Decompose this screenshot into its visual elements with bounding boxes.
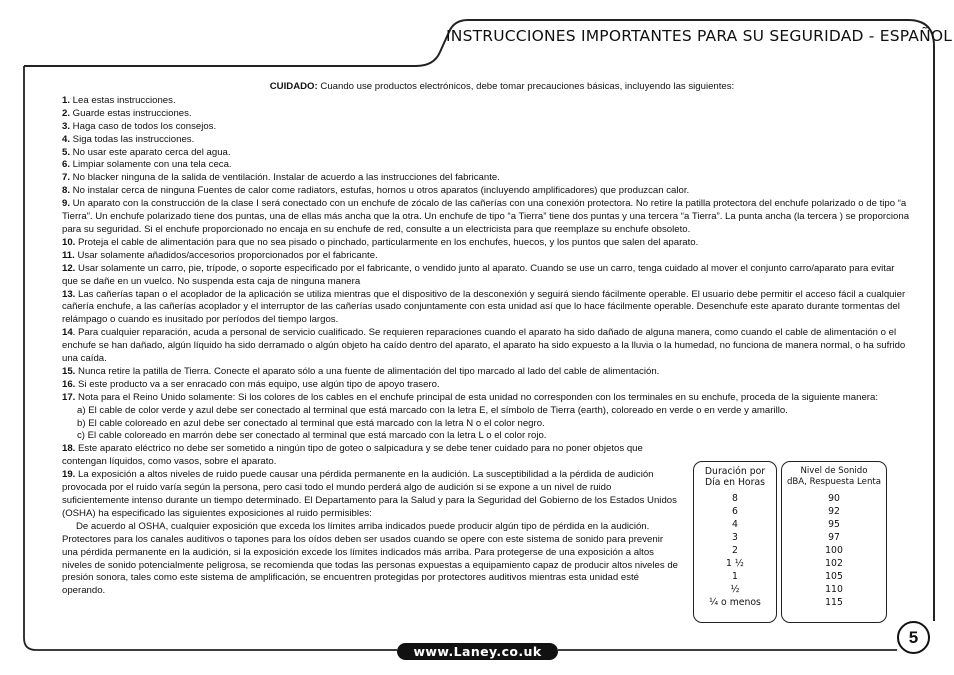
instruction-item: 1. Lea estas instrucciones. <box>62 94 176 106</box>
instruction-item: 16. Si este producto va a ser enracado con más equipo, use algún tipo de apoyo trasero. <box>62 378 440 390</box>
sound-level-header: Nivel de Sonido dBA, Respuesta Lenta <box>786 466 882 487</box>
caution-label: CUIDADO: <box>269 81 318 92</box>
instruction-item: 8. No instalar cerca de ninguna Fuentes de calor come radiators, estufas, hornos u otros aparatos (incluyendo amplificadores) que produzcan calor. <box>62 185 690 197</box>
level-cell: 102 <box>825 558 843 569</box>
instruction-item: 6. Limpiar solamente con una tela ceca. <box>62 159 232 171</box>
duration-cell: 3 <box>732 532 738 543</box>
caution-intro <box>62 81 912 94</box>
instruction-item: 18. Este aparato eléctrico no debe ser sometido a ningún tipo de goteo o salpicadura y se debe tener cuidado para no poner objetos que contengan líquidos, como vasos, sobre el aparato. <box>62 443 643 468</box>
level-cell: 115 <box>825 597 843 608</box>
instruction-item: 7. No blacker ninguna de la salida de ventilación. Instalar de acuerdo a las instrucciones del fabricante. <box>62 172 500 184</box>
caution-text: Cuando use productos electrónicos, debe tomar precauciones básicas, incluyendo las siguientes: <box>317 81 735 92</box>
instruction-item: 12. Usar solamente un carro, pie, trípode, o soporte especificado por el fabricante, o vendido junto al aparato. Cuando se use un carro, tenga cuidado al mover el conjunto carro/aparato para evitar que se dañe en un vuelco. No suspenda esta caja de ninguna manera <box>62 262 895 287</box>
instruction-item: 17. Nota para el Reino Unido solamente: Si los colores de los cables en el enchufe principal de esta unidad no corresponden con los terminales en su enchufe, proceda de la siguiente manera: <box>62 391 878 403</box>
instruction-item: 11. Usar solamente añadidos/accesorios proporcionados por el fabricante. <box>62 249 378 261</box>
duration-cell: 2 <box>732 545 738 556</box>
level-cell: 92 <box>828 506 840 517</box>
uk-wiring-subitem: a) El cable de color verde y azul debe ser conectado al terminal que está marcado con la letra E, el símbolo de Tierra (earth), coloreado en verde o en verde y amarillo. <box>77 404 788 416</box>
uk-wiring-subitem: b) El cable coloreado en azul debe ser conectado al terminal que está marcado con la letra N o el color negro. <box>77 417 545 429</box>
duration-cell: 1 ½ <box>726 558 744 569</box>
duration-cell: 1 <box>732 571 738 582</box>
instruction-item: 14. Para cualquier reparación, acuda a personal de servicio cualificado. Se requieren reparaciones cuando el aparato ha sido dañado de alguna manera, como cuando el cable de alimentación o el enchufe se han dañado, algún líquido ha sido derramado o algún objeto ha caído dentro del aparato, el aparato ha sido expuesto a la lluvia o la humedad, no funciona de manera normal, o ha sufrido una caída. <box>62 327 906 365</box>
uk-wiring-subitem: c) El cable coloreado en marrón debe ser conectado al terminal que está marcado con la letra L o el color rojo. <box>77 430 547 442</box>
level-cell: 90 <box>828 493 840 504</box>
level-cell: 105 <box>825 571 843 582</box>
level-cell: 97 <box>828 532 840 543</box>
website-link[interactable]: www.Laney.co.uk <box>397 643 558 660</box>
osha-paragraph: De acuerdo al OSHA, cualquier exposición que exceda los límites arriba indicados puede producir algún tipo de pérdida en la audición. Protectores para los canales auditivos o tapones para los oídos deben ser usados cuando se opere con este sistema de sonido para prevenir una pérdida permanente en la audición, si la exposición excede los límites indicados más arriba. Para protegerse de una exposición a altos niveles de sonido potencialmente peligrosa, se recomienda que todas las personas expuestas a equipamiento capaz de producir altos niveles de presión sonora, tales como este sistema de amplificación, se encuentren protegidas por protectores auditivos mientras esta unidad esté operando. <box>62 520 678 597</box>
page-number-badge: 5 <box>897 621 930 654</box>
duration-cell: 8 <box>732 493 738 504</box>
instruction-item: 19. La exposición a altos niveles de ruido puede causar una pérdida permanente en la audición. La susceptibilidad a la pérdida de audición provocada por el ruido varía según la persona, pero casi todo el mundo perderá algo de audición si se expone a un nivel de ruido suficientemente intenso durante un tiempo determinado. El Departamento para la Salud y para la Seguridad del Gobierno de los Estados Unidos (OSHA) ha especificado las siguientes exposiciones al ruido permisibles: <box>62 469 677 519</box>
duration-header: Duración por Día en Horas <box>704 466 766 488</box>
instruction-item: 10. Proteja el cable de alimentación para que no sea pisado o pinchado, particularmente en los enchufes, huecos, y los puntos que salen del aparato. <box>62 236 699 248</box>
duration-cell: ¼ o menos <box>709 597 761 608</box>
instruction-item: 9. Un aparato con la construcción de la clase I será conectado con un enchufe de zócalo de las cañerías con una conexión protectora. No retire la patilla protectora del enchufe polarizado o de tipo “a Tierra”. Un enchufe polarizado tiene dos puntas, una de ellas más ancha que la otra. Un enchufe de tipo “a Tierra” tiene dos puntas y una tercera “a Tierra”. La punta ancha (la tercera ) se proporciona para su seguridad. Si el enchufe proporcionado no encaja en su enchufe de red, consulte a un electricista para que reemplaze su enchufe obsoleto. <box>62 198 910 235</box>
duration-column <box>693 461 777 623</box>
instruction-item: 2. Guarde estas instrucciones. <box>62 107 192 119</box>
duration-cell: 4 <box>732 519 738 530</box>
instruction-item: 3. Haga caso de todos los consejos. <box>62 120 217 132</box>
instruction-item: 5. No usar este aparato cerca del agua. <box>62 146 231 158</box>
level-cell: 110 <box>825 584 843 595</box>
duration-cell: ½ <box>730 584 740 595</box>
sound-level-column <box>781 461 887 623</box>
instruction-item: 15. Nunca retire la patilla de Tierra. Conecte el aparato sólo a una fuente de alimentación del tipo marcado al lado del cable de alimentación. <box>62 365 660 377</box>
instruction-item: 13. Las cañerías tapan o el acoplador de la aplicación se utiliza mientras que el dispositivo de la desconexión y seguirá siendo fácilmente operable. El usuario debe permitir el acceso fácil a cualquier cañería enchufe, a las cañerías acoplador y el interruptor de las cañerías usado conjuntamente con esta unidad así que lo hace fácilmente operable. Desenchufe este aparato durante tormentas del relámpago o cuando es inusitado por períodos del tiempo largos. <box>62 288 906 326</box>
duration-cell: 6 <box>732 506 738 517</box>
level-cell: 100 <box>825 545 843 556</box>
page-title: INSTRUCCIONES IMPORTANTES PARA SU SEGURIDAD - ESPAÑOL <box>446 27 953 45</box>
level-cell: 95 <box>828 519 840 530</box>
instruction-item: 4. Siga todas las instrucciones. <box>62 133 195 145</box>
